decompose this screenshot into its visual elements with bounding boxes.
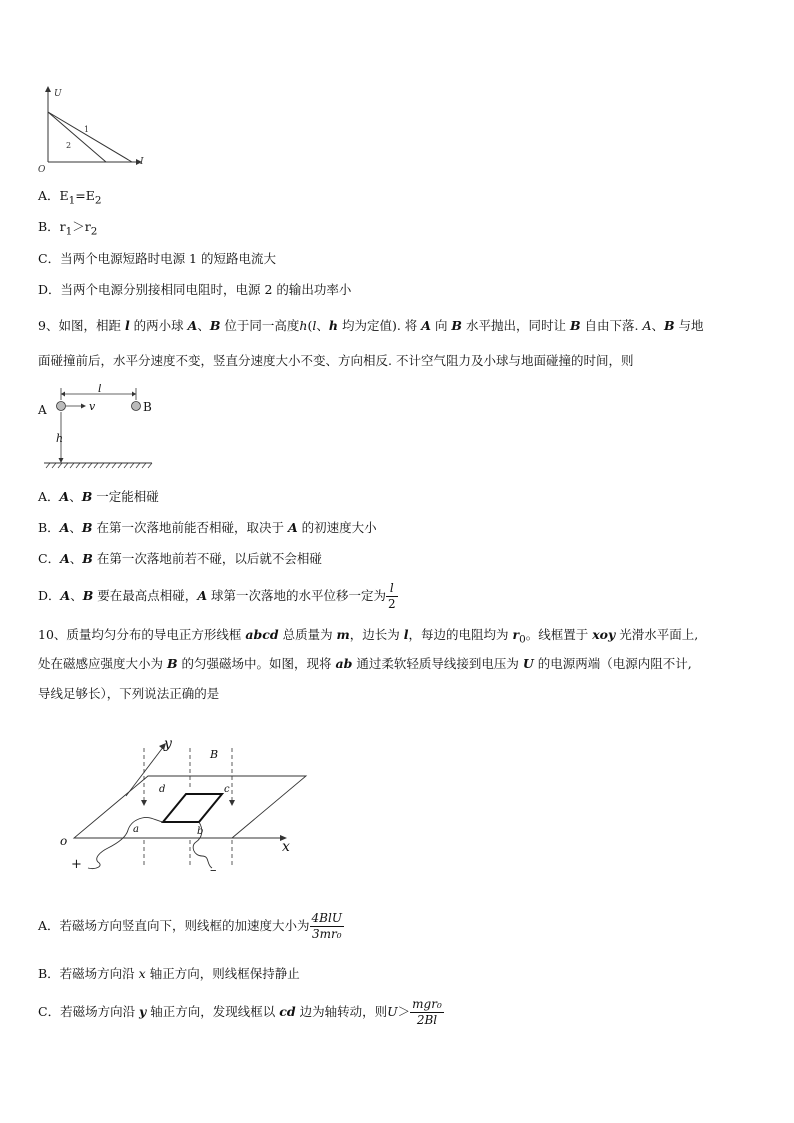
q8-option-a-sub1: 1 <box>68 194 76 207</box>
q10-fig-plus-label: + <box>71 857 82 872</box>
q9-fig-h-label: h <box>56 432 64 445</box>
q8-option-b-mid: ＞r <box>72 219 91 234</box>
ui-origin-label: O <box>38 165 46 174</box>
q10-fig-b-label: b <box>197 826 204 837</box>
q10-option-b: B．若磁场方向沿 x 轴正方向，则线框保持静止 <box>38 966 300 981</box>
q8-option-a-sub2: 2 <box>94 194 102 207</box>
q9-fig-v-label: v <box>89 400 96 413</box>
q9-option-d-fraction: $\frac{l}{2}$ <box>388 581 396 611</box>
q8-option-b-sub2: 2 <box>90 225 98 238</box>
q8-option-b-text: B．r <box>38 219 66 234</box>
q8-option-a-mid: =E <box>75 188 95 203</box>
ui-line1-label: 1 <box>84 125 90 134</box>
q10-fig-o-label: o <box>60 834 68 848</box>
q9-fig-a-label: A <box>38 403 47 417</box>
q8-option-a <box>38 188 102 209</box>
q10-fig-x-label: x <box>282 839 290 855</box>
q10-stem-line3: 导线足够长），下列说法正确的是 <box>38 686 220 701</box>
q9-projectile-figure <box>36 384 156 476</box>
q10-fig-d-label: d <box>159 784 166 795</box>
ui-graph-figure <box>36 84 148 174</box>
q9-option-a: A．A、B 一定能相碰 <box>38 489 159 504</box>
q10-stem-line1: 10、质量均匀分布的导电正方形线框 abcd 总质量为 m，边长为 l，每边的电阻均为 $r_0$。线框置于 xoy 光滑水平面上, <box>38 627 699 646</box>
q8-option-a-text: A．E <box>38 188 69 203</box>
q9-option-d: D．A、B 要在最高点相碰，A 球第一次落地的水平位移一定为 $\frac{l}{2}$ <box>38 581 396 611</box>
q10-fig-a-label: a <box>133 824 139 835</box>
q9-stem-line2: 面碰撞前后，水平分速度不变，竖直分速度大小不变、方向相反. 不计空气阻力及小球与地面碰撞的时间，则 <box>38 353 634 368</box>
q9-fig-l-label: l <box>98 384 102 395</box>
q10-option-c-fraction: $\frac{\text{mgr₀}}{2Bl}$ <box>412 997 442 1027</box>
ui-axis-i-label: I <box>140 157 144 167</box>
q9-option-c: C．A、B 在第一次落地前若不碰，以后就不会相碰 <box>38 551 322 566</box>
q9-ball-a <box>57 402 66 411</box>
q10-option-a: A．若磁场方向竖直向下，则线框的加速度大小为 $\frac{\text{4BlU}}{\text{3mr₀}}$ <box>38 911 342 941</box>
q10-magnetic-field-figure <box>56 734 316 876</box>
q10-fig-c-label: c <box>224 784 230 795</box>
q8-option-d: D．当两个电源分别接相同电阻时，电源 2 的输出功率小 <box>38 282 352 297</box>
q9-fig-b-label: B <box>143 400 152 414</box>
q10-fig-y-label: y <box>164 736 172 752</box>
q10-option-c: C．若磁场方向沿 y 轴正方向，发现线框以 cd 边为轴转动，则U＞ $\frac{\text{mgr₀}}{2Bl}$ <box>38 997 442 1027</box>
ui-line2-label: 2 <box>66 141 72 150</box>
q10-stem-line2: 处在磁感应强度大小为 B 的匀强磁场中。如图，现将 ab 通过柔软轻质导线接到电压为 U 的电源两端（电源内阻不计, <box>38 656 692 671</box>
q9-ball-b <box>132 402 141 411</box>
q8-option-b-sub1: 1 <box>65 225 73 238</box>
q10-option-a-fraction: $\frac{\text{4BlU}}{\text{3mr₀}}$ <box>311 911 342 941</box>
q9-stem-line1: 9、如图，相距 l 的两小球 A、B 位于同一高度h(l、h 均为定值). 将 A 向 B 水平抛出，同时让 B 自由下落. A、B 与地 <box>38 318 704 333</box>
q9-option-b: B．A、B 在第一次落地前能否相碰，取决于 A 的初速度大小 <box>38 520 377 535</box>
ui-axis-u-label: U <box>54 89 62 99</box>
q8-option-b <box>38 219 97 240</box>
q10-fig-b-field-label: B <box>210 748 219 761</box>
q8-option-c: C．当两个电源短路时电源 1 的短路电流大 <box>38 251 276 266</box>
q10-fig-minus-label: – <box>210 863 217 876</box>
